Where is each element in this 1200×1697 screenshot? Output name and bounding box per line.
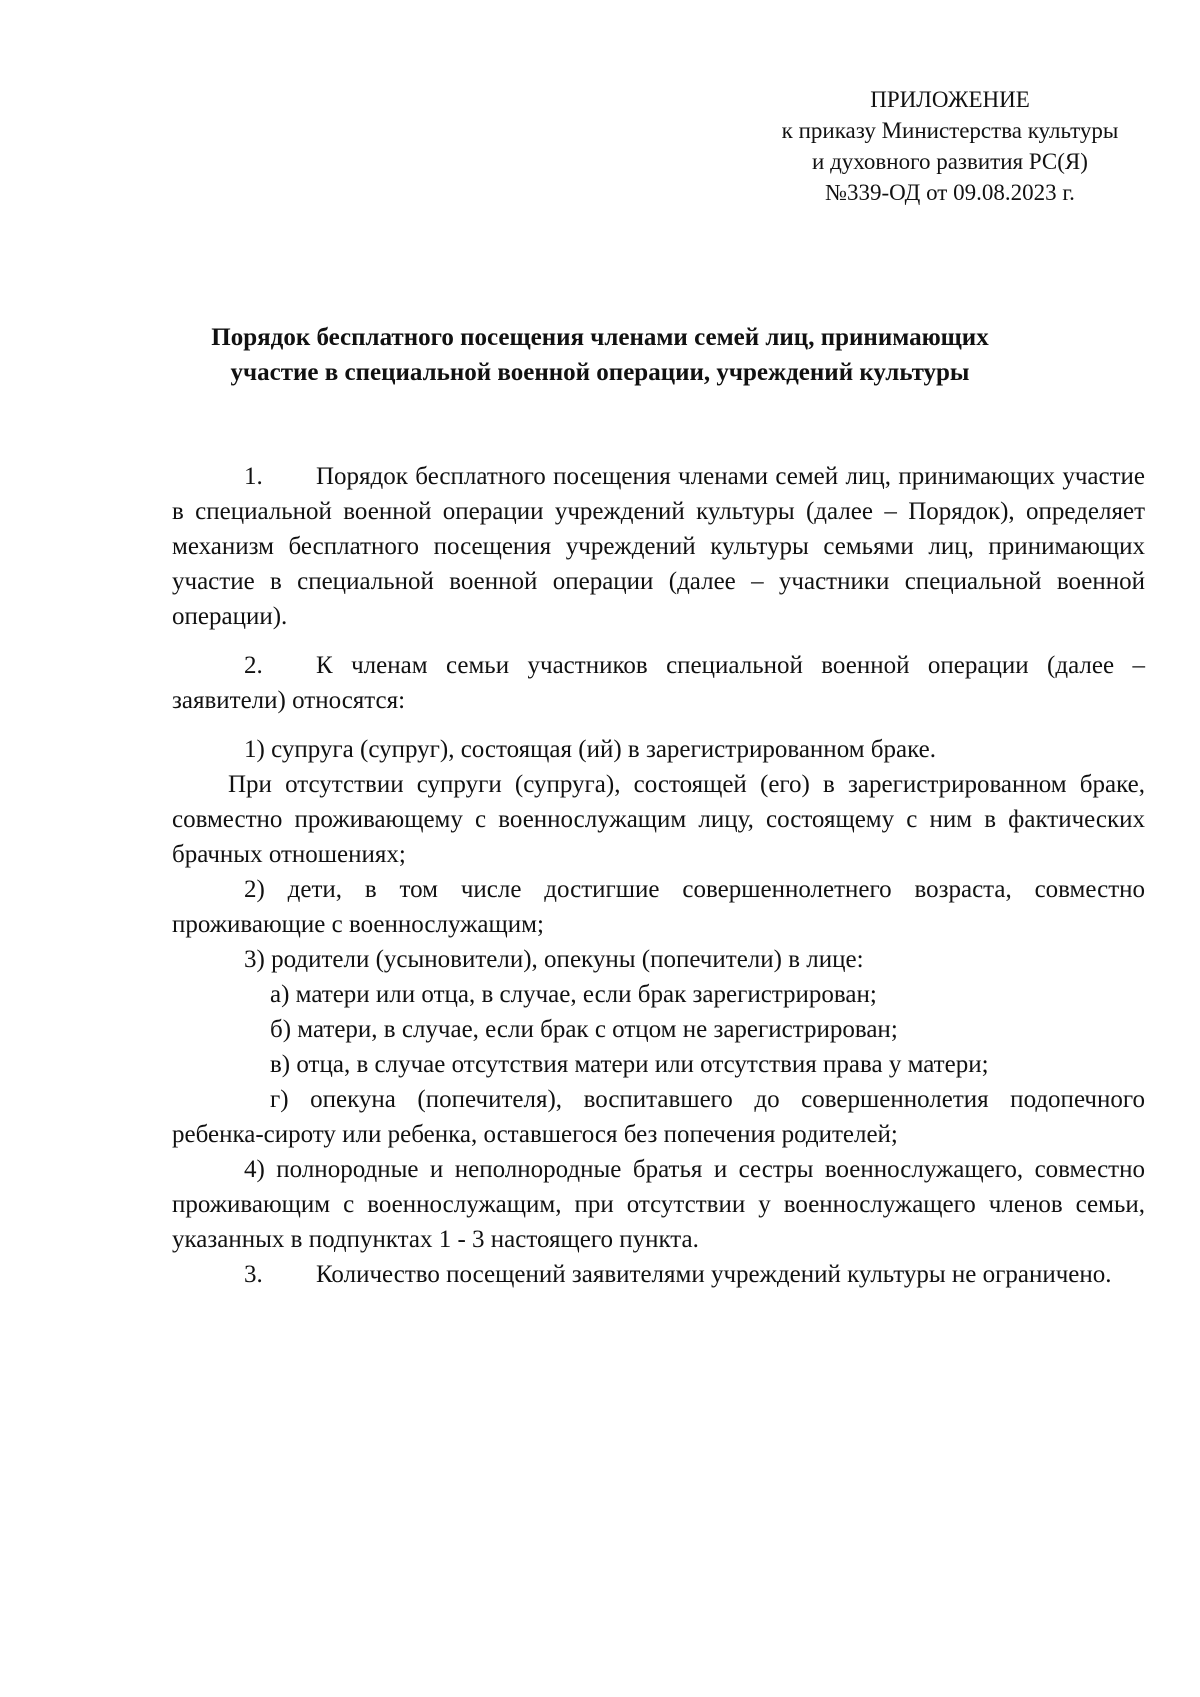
appendix-order-ref: к приказу Министерства культуры — [781, 118, 1119, 143]
document-body — [172, 459, 1145, 1292]
paragraph-3-text: Количество посещений заявителями учреждений культуры не ограничено. — [316, 1261, 1112, 1288]
paragraph-1-text: Порядок бесплатного посещения членами семей лиц, принимающих участие в специальной военной операции учреждений культуры (далее – Порядок), определяет механизм бесплатного посещения учреждений культуры семьями лиц, принимающих участие в специальной военной операции (далее – участники специальной военной операции). — [172, 463, 1145, 630]
list-item-1: 1) супруга (супруг), состоящая (ий) в зарегистрированном браке. — [244, 736, 936, 763]
paragraph-3 — [172, 1257, 1145, 1292]
document-title — [140, 320, 1060, 390]
list-item-1-continuation: При отсутствии супруги (супруга), состоящей (его) в зарегистрированном браке, совместно проживающему с военнослужащим лицу, состоящему с ним в фактических брачных отношениях; — [172, 771, 1145, 868]
list-item-3: 3) родители (усыновители), опекуны (попечители) в лице: — [244, 946, 864, 973]
list-item-3a: а) матери или отца, в случае, если брак зарегистрирован; — [270, 981, 877, 1008]
appendix-header — [740, 84, 1160, 208]
paragraph-1 — [172, 459, 1145, 634]
paragraph-1-number: 1. — [244, 463, 263, 490]
list-item-3c: в) отца, в случае отсутствия матери или отсутствия права у матери; — [270, 1051, 989, 1078]
appendix-order-number: №339-ОД от 09.08.2023 г. — [825, 180, 1075, 205]
list-item-4: 4) полнородные и неполнородные братья и сестры военнослужащего, совместно проживающим с военнослужащим, при отсутствии у военнослужащего членов семьи, указанных в подпунктах 1 - 3 настоящего пункта. — [172, 1156, 1145, 1253]
list-item-3b: б) матери, в случае, если брак с отцом не зарегистрирован; — [270, 1016, 898, 1043]
paragraph-2-number: 2. — [244, 652, 263, 679]
list-item-2: 2) дети, в том числе достигшие совершеннолетнего возраста, совместно проживающие с военнослужащим; — [172, 876, 1145, 938]
paragraph-2-text: К членам семьи участников специальной военной операции (далее – заявители) относятся: — [172, 652, 1145, 714]
appendix-label: ПРИЛОЖЕНИЕ — [870, 87, 1030, 112]
paragraph-2 — [172, 648, 1145, 718]
title-line-2: участие в специальной военной операции, учреждений культуры — [230, 359, 970, 386]
list-item-3d: г) опекуна (попечителя), воспитавшего до совершеннолетия подопечного ребенка-сироту или ребенка, оставшегося без попечения родителей; — [172, 1086, 1145, 1148]
paragraph-3-number: 3. — [244, 1261, 263, 1288]
title-line-1: Порядок бесплатного посещения членами семей лиц, принимающих — [211, 324, 989, 351]
appendix-ministry: и духовного развития РС(Я) — [812, 149, 1088, 174]
